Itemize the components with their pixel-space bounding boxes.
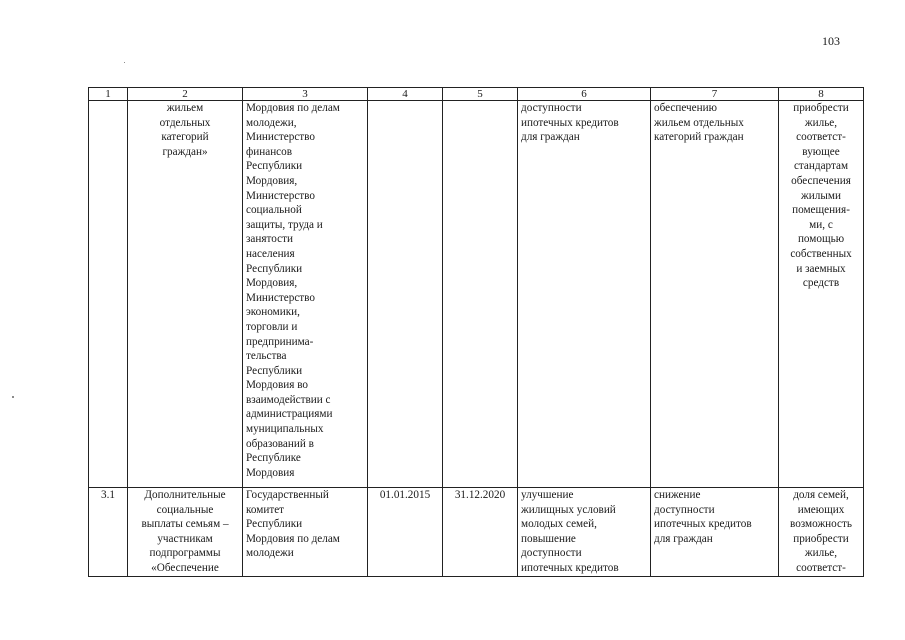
col-header-1: 1 — [89, 88, 128, 101]
cell-text-line: Республики — [246, 160, 303, 173]
cell-text-line: выплаты семьям – — [141, 518, 229, 531]
cell-event-name — [128, 488, 243, 577]
cell-text-line: образований в — [246, 437, 314, 450]
cell-indicator — [779, 488, 864, 577]
cell-text-line: комитет — [246, 503, 285, 516]
cell-start-date — [368, 101, 443, 488]
cell-text-line: категорий граждан — [654, 131, 744, 144]
cell-text-line: доступности — [521, 102, 582, 114]
cell-text-line: для граждан — [654, 532, 713, 545]
table-row — [89, 488, 864, 577]
cell-text-line: Министерство — [246, 189, 315, 202]
cell-text-line: обеспечения — [791, 174, 851, 187]
cell-text-line: тельства — [246, 350, 287, 363]
cell-text-line: повышение — [521, 532, 576, 545]
cell-text-line: доступности — [654, 503, 715, 516]
cell-text-line: Министерство — [246, 131, 315, 144]
cell-text-line: собственных — [790, 247, 852, 260]
col-header-6: 6 — [518, 88, 651, 101]
cell-text-line: приобрести — [793, 102, 849, 114]
cell-expected-result — [518, 101, 651, 488]
cell-text-line: администрациями — [246, 408, 333, 421]
cell-text-line: предпринима- — [246, 335, 314, 348]
cell-text-line: соответст- — [796, 561, 846, 574]
table-row — [89, 101, 864, 488]
cell-text-line: Республике — [246, 452, 301, 465]
col-header-7: 7 — [651, 88, 779, 101]
cell-text-line: доля семей, — [793, 489, 849, 501]
cell-text-line: Мордовия, — [246, 174, 298, 187]
cell-responsible — [243, 488, 368, 577]
cell-text-line: средств — [802, 277, 840, 290]
cell-text-line: граждан» — [162, 145, 208, 158]
program-table — [88, 87, 864, 577]
cell-text-line: Республики — [246, 262, 303, 275]
cell-text-line: Мордовия, — [246, 277, 298, 290]
cell-text-line: Государственный — [246, 489, 329, 501]
cell-text-line: и заемных — [796, 262, 846, 275]
cell-text-line: имеющих — [797, 503, 845, 516]
col-header-5: 5 — [443, 88, 518, 101]
cell-text-line: приобрести — [793, 532, 849, 545]
cell-text-line: жильем — [166, 102, 204, 114]
cell-text-line: Мордовия — [246, 466, 295, 479]
cell-text-line: Республики — [246, 518, 303, 531]
cell-text-line: Министерство — [246, 291, 315, 304]
cell-text-line: Мордовия по делам — [246, 532, 340, 545]
cell-text-line: социальной — [246, 204, 302, 217]
col-header-4: 4 — [368, 88, 443, 101]
cell-text-line: молодежи — [246, 547, 294, 560]
cell-text-line: помощью — [797, 233, 845, 246]
cell-responsible — [243, 101, 368, 488]
cell-text-line: доступности — [521, 547, 582, 560]
header-row — [89, 88, 864, 101]
cell-text-line: жилищных условий — [521, 503, 616, 516]
scan-speck — [124, 62, 125, 63]
cell-text-line: вующее — [802, 145, 840, 158]
cell-text-line: ипотечных кредитов — [521, 116, 619, 129]
scan-speck — [12, 396, 14, 398]
cell-indicator — [779, 101, 864, 488]
cell-text-line: Мордовия во — [246, 379, 309, 392]
cell-text-line: возможность — [789, 518, 852, 531]
cell-text-line: подпрограммы — [149, 547, 221, 560]
cell-text-line: обеспечению — [654, 102, 717, 114]
cell-text-line: ипотечных кредитов — [521, 561, 619, 574]
cell-text-line: жильем отдельных — [654, 116, 744, 129]
cell-text-line: стандартам — [793, 160, 849, 173]
cell-event-name — [128, 101, 243, 488]
col-header-2: 2 — [128, 88, 243, 101]
cell-consequences — [651, 488, 779, 577]
cell-end-date: 31.12.2020 — [443, 488, 518, 577]
cell-text-line: снижение — [654, 489, 701, 501]
cell-text-line: «Обеспечение — [151, 561, 219, 574]
cell-text-line: взаимодействии с — [246, 393, 331, 406]
cell-text-line: категорий — [161, 131, 209, 144]
cell-text-line: улучшение — [521, 489, 574, 501]
cell-text-line: защиты, труда и — [246, 218, 323, 231]
cell-text-line: Дополнительные — [144, 489, 226, 501]
cell-text-line: помещения- — [792, 204, 850, 217]
cell-text-line: финансов — [246, 145, 293, 158]
cell-text-line: занятости — [246, 233, 293, 246]
cell-text-line: торговли и — [246, 320, 298, 333]
cell-end-date — [443, 101, 518, 488]
cell-text-line: жилыми — [801, 189, 841, 202]
cell-text-line: для граждан — [521, 131, 580, 144]
cell-text-line: ми, с — [809, 218, 833, 231]
cell-text-line: соответст- — [796, 131, 846, 144]
page-number: 103 — [822, 34, 840, 48]
cell-text-line: ипотечных кредитов — [654, 518, 752, 531]
cell-text-line: Мордовия по делам — [246, 102, 340, 114]
cell-start-date: 01.01.2015 — [368, 488, 443, 577]
cell-text-line: населения — [246, 247, 295, 260]
cell-text-line: молодежи, — [246, 116, 297, 129]
cell-text-line: молодых семей, — [521, 518, 597, 531]
cell-text-line: жилье, — [804, 547, 838, 560]
cell-number: 3.1 — [89, 488, 128, 577]
cell-text-line: социальные — [156, 503, 214, 516]
cell-text-line: жилье, — [804, 116, 838, 129]
cell-expected-result — [518, 488, 651, 577]
col-header-8: 8 — [779, 88, 864, 101]
cell-consequences — [651, 101, 779, 488]
cell-number — [89, 101, 128, 488]
cell-text-line: отдельных — [159, 116, 211, 129]
cell-text-line: участникам — [157, 532, 213, 545]
cell-text-line: муниципальных — [246, 423, 324, 436]
col-header-3: 3 — [243, 88, 368, 101]
cell-text-line: Республики — [246, 364, 303, 377]
cell-text-line: экономики, — [246, 306, 300, 319]
